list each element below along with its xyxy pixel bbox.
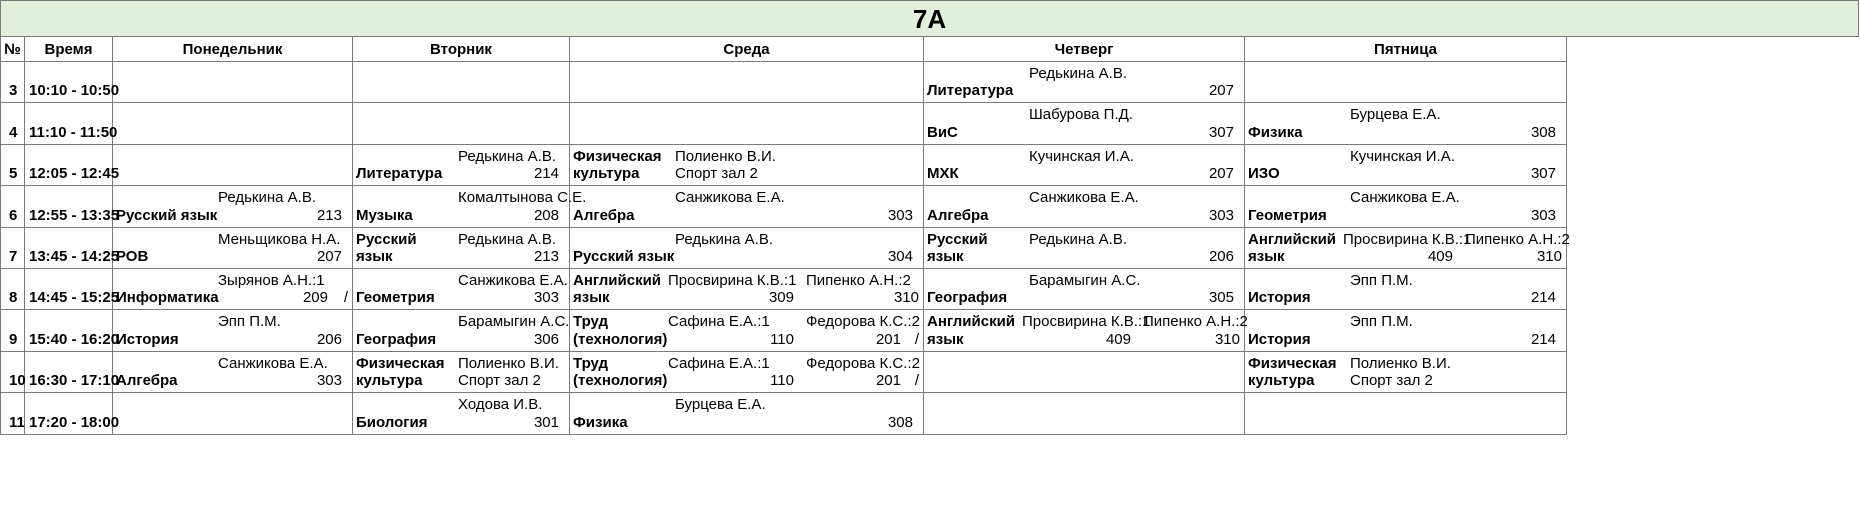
subject-label: (технология) <box>573 330 668 348</box>
lesson-cell-tuesday <box>353 145 570 186</box>
teacher-name: Пипенко А.Н.:2 <box>806 272 911 289</box>
lesson-time-text: 17:20 - 18:00 <box>29 413 120 431</box>
lesson-cell-monday <box>113 352 353 393</box>
room-number: Спорт зал 2 <box>675 165 758 183</box>
lesson-time-text: 12:55 - 13:35 <box>29 206 120 224</box>
lesson-cell-monday <box>113 269 353 310</box>
lesson-time-text: 14:45 - 15:25 <box>29 289 120 307</box>
subject-label: Физическая <box>356 354 445 372</box>
room-number: 213 <box>316 206 342 224</box>
lesson-cell-tuesday <box>353 310 570 351</box>
teacher-name: Эпп П.М. <box>1350 313 1413 331</box>
lesson-number <box>0 145 25 186</box>
lesson-number-text: 11 <box>9 413 25 431</box>
lesson-number <box>0 186 25 227</box>
lesson-cell-thursday <box>924 62 1245 103</box>
lesson-number-text: 4 <box>9 123 18 141</box>
teacher-name: Полиенко В.И. <box>675 147 776 165</box>
subject-label: Физическая <box>573 147 662 165</box>
lesson-cell-wednesday <box>570 186 924 227</box>
lesson-cell-tuesday <box>353 186 587 227</box>
subject-label: язык <box>573 289 610 307</box>
lesson-number <box>0 393 25 434</box>
teacher-name: Редькина А.В. <box>458 230 557 248</box>
lesson-cell-friday <box>1245 310 1567 351</box>
room-number: 305 <box>1208 289 1234 307</box>
room-number: 303 <box>533 289 559 307</box>
subject-label: История <box>116 330 179 348</box>
subject-label: Информатика <box>116 289 219 307</box>
lesson-time <box>25 228 120 269</box>
lesson-cell-monday <box>113 145 353 186</box>
subject-label: Русский <box>927 230 988 248</box>
room-number: 310 <box>893 289 919 307</box>
subject-label: культура <box>1248 372 1315 390</box>
subject-label: ИЗО <box>1248 165 1280 183</box>
lesson-time-text: 16:30 - 17:10 <box>29 372 120 390</box>
teacher-name: Зырянов А.Н.:1 <box>218 272 325 289</box>
class-title: 7А <box>0 0 1859 37</box>
teacher-name: Сафина Е.А.:1 <box>668 354 770 372</box>
lesson-time <box>25 269 120 310</box>
header-tuesday: Вторник <box>353 37 570 62</box>
lesson-time <box>25 393 120 434</box>
subject-label: Труд <box>573 313 609 331</box>
teacher-name: Комалтынова С.Е. <box>458 189 587 207</box>
lesson-cell-friday <box>1245 228 1570 269</box>
lesson-cell-wednesday <box>570 145 924 186</box>
subject-label: Физика <box>573 413 628 431</box>
subject-label: МХК <box>927 165 959 183</box>
lesson-time <box>25 103 118 144</box>
lesson-number-text: 7 <box>9 247 18 265</box>
teacher-name: Сафина Е.А.:1 <box>668 313 770 331</box>
teacher-name: Федорова К.С.:2 <box>806 313 920 331</box>
lesson-time-text: 10:10 - 10:50 <box>29 82 120 100</box>
subject-label: Алгебра <box>927 206 989 224</box>
subject-label: География <box>356 330 437 348</box>
subject-label: Английский <box>573 272 662 289</box>
lesson-cell-wednesday <box>570 310 924 351</box>
lesson-cell-tuesday <box>353 103 570 144</box>
subject-label: Литература <box>927 82 1014 100</box>
lesson-cell-thursday <box>924 103 1245 144</box>
room-number: 214 <box>1530 330 1556 348</box>
lesson-number-text: 9 <box>9 330 18 348</box>
lesson-cell-wednesday <box>570 228 924 269</box>
lesson-cell-thursday <box>924 186 1245 227</box>
room-number: 310 <box>1536 247 1562 265</box>
teacher-name: Редькина А.В. <box>1029 230 1128 248</box>
room-number: 308 <box>887 413 913 431</box>
lesson-time-text: 12:05 - 12:45 <box>29 165 120 183</box>
teacher-name: Кучинская И.А. <box>1350 147 1455 165</box>
room-number: 309 <box>768 289 794 307</box>
lesson-cell-thursday <box>924 393 1245 434</box>
subject-label: Английский <box>927 313 1016 331</box>
room-number: Спорт зал 2 <box>458 372 541 390</box>
room-number: 214 <box>1530 289 1556 307</box>
room-number: 207 <box>316 247 342 265</box>
room-number: 306 <box>533 330 559 348</box>
teacher-name: Санжикова Е.А. <box>1029 189 1139 207</box>
lesson-number <box>0 269 25 310</box>
subject-label: Алгебра <box>116 372 178 390</box>
subject-label: (технология) <box>573 372 668 390</box>
room-number: 301 <box>533 413 559 431</box>
header-thursday: Четверг <box>924 37 1245 62</box>
room-number: 214 <box>533 165 559 183</box>
lesson-cell-wednesday <box>570 393 924 434</box>
room-number: 307 <box>1208 123 1234 141</box>
teacher-name: Федорова К.С.:2 <box>806 354 920 372</box>
room-number: 208 <box>533 206 559 224</box>
lesson-time-text: 15:40 - 16:20 <box>29 330 120 348</box>
lesson-cell-monday <box>113 310 353 351</box>
subject-label: язык <box>927 330 964 348</box>
lesson-number-text: 3 <box>9 82 18 100</box>
room-number: 303 <box>887 206 913 224</box>
lesson-cell-monday <box>113 186 353 227</box>
teacher-name: Редькина А.В. <box>458 147 557 165</box>
teacher-name: Кучинская И.А. <box>1029 147 1134 165</box>
lesson-cell-tuesday <box>353 269 570 310</box>
subject-label: Музыка <box>356 206 413 224</box>
room-number: 303 <box>1530 206 1556 224</box>
lesson-time-text: 13:45 - 14:25 <box>29 247 120 265</box>
lesson-cell-friday <box>1245 186 1567 227</box>
room-number: 303 <box>316 372 342 390</box>
teacher-name: Пипенко А.Н.:2 <box>1465 230 1570 248</box>
room-number: 310 <box>1214 330 1240 348</box>
teacher-name: Меньщикова Н.А. <box>218 230 341 248</box>
lesson-cell-friday <box>1245 393 1567 434</box>
lesson-number-text: 8 <box>9 289 18 307</box>
subject-label: Русский язык <box>116 206 218 224</box>
subject-label: культура <box>573 165 640 183</box>
lesson-cell-thursday <box>924 310 1248 351</box>
subject-label: язык <box>927 247 964 265</box>
teacher-name: Санжикова Е.А. <box>458 272 568 289</box>
lesson-cell-monday <box>113 228 353 269</box>
subject-label: Алгебра <box>573 206 635 224</box>
slash-mark: / <box>914 372 919 390</box>
subject-label: Биология <box>356 413 428 431</box>
lesson-cell-thursday <box>924 269 1245 310</box>
room-number: 201 <box>875 372 901 390</box>
lesson-cell-friday <box>1245 62 1567 103</box>
lesson-cell-tuesday <box>353 228 570 269</box>
teacher-name: Редькина А.В. <box>675 230 774 248</box>
lesson-cell-friday <box>1245 269 1567 310</box>
teacher-name: Барамыгин А.С. <box>1029 272 1141 289</box>
lesson-number <box>0 228 25 269</box>
room-number: 110 <box>770 372 794 390</box>
lesson-cell-wednesday <box>570 352 924 393</box>
header-friday: Пятница <box>1245 37 1567 62</box>
teacher-name: Шабурова П.Д. <box>1029 106 1133 124</box>
teacher-name: Бурцева Е.А. <box>675 396 766 414</box>
lesson-time <box>25 186 120 227</box>
lesson-time <box>25 352 120 393</box>
teacher-name: Эпп П.М. <box>1350 272 1413 289</box>
room-number: 207 <box>1208 165 1234 183</box>
subject-label: Труд <box>573 354 609 372</box>
header-wednesday: Среда <box>570 37 924 62</box>
subject-label: История <box>1248 289 1311 307</box>
room-number: 304 <box>887 247 913 265</box>
room-number: 207 <box>1208 82 1234 100</box>
room-number: 209 <box>302 289 328 307</box>
slash-mark: / <box>914 330 919 348</box>
subject-label: Геометрия <box>1248 206 1327 224</box>
lesson-number <box>0 310 25 351</box>
teacher-name: Просвирина К.В.:1 <box>1343 230 1472 248</box>
lesson-number <box>0 352 25 393</box>
subject-label: культура <box>356 372 423 390</box>
teacher-name: Просвирина К.В.:1 <box>1022 313 1151 331</box>
header-time: Время <box>25 37 113 62</box>
room-number: Спорт зал 2 <box>1350 372 1433 390</box>
subject-label: Русский язык <box>573 247 675 265</box>
subject-label: Физика <box>1248 123 1303 141</box>
subject-label: язык <box>356 247 393 265</box>
lesson-cell-wednesday <box>570 103 924 144</box>
subject-label: язык <box>1248 247 1285 265</box>
lesson-cell-monday <box>113 393 353 434</box>
teacher-name: Пипенко А.Н.:2 <box>1143 313 1248 331</box>
lesson-cell-friday <box>1245 145 1567 186</box>
subject-label: ВиС <box>927 123 958 141</box>
subject-label: Английский <box>1248 230 1337 248</box>
header-monday: Понедельник <box>113 37 353 62</box>
lesson-cell-friday <box>1245 352 1567 393</box>
room-number: 307 <box>1530 165 1556 183</box>
subject-label: РОВ <box>116 247 149 265</box>
teacher-name: Редькина А.В. <box>218 189 317 207</box>
teacher-name: Барамыгин А.С. <box>458 313 570 331</box>
teacher-name: Бурцева Е.А. <box>1350 106 1441 124</box>
lesson-number <box>0 62 25 103</box>
teacher-name: Санжикова Е.А. <box>218 354 328 372</box>
lesson-number-text: 6 <box>9 206 18 224</box>
lesson-number-text: 10 <box>9 372 26 390</box>
lesson-cell-tuesday <box>353 393 570 434</box>
subject-label: Физическая <box>1248 354 1337 372</box>
room-number: 110 <box>770 330 794 348</box>
room-number: 409 <box>1427 247 1453 265</box>
subject-label: Геометрия <box>356 289 435 307</box>
lesson-time <box>25 62 120 103</box>
subject-label: Литература <box>356 165 443 183</box>
room-number: 206 <box>316 330 342 348</box>
lesson-cell-wednesday <box>570 62 924 103</box>
slash-mark: / <box>343 289 348 307</box>
lesson-cell-friday <box>1245 103 1567 144</box>
lesson-time-text: 11:10 - 11:50 <box>29 123 118 141</box>
teacher-name: Ходова И.В. <box>458 396 543 414</box>
subject-label: География <box>927 289 1008 307</box>
teacher-name: Санжикова Е.А. <box>675 189 785 207</box>
lesson-cell-wednesday <box>570 269 924 310</box>
room-number: 206 <box>1208 247 1234 265</box>
subject-label: История <box>1248 330 1311 348</box>
lesson-time <box>25 145 120 186</box>
lesson-number-text: 5 <box>9 165 18 183</box>
lesson-cell-thursday <box>924 145 1245 186</box>
lesson-cell-thursday <box>924 228 1245 269</box>
lesson-cell-monday <box>113 62 353 103</box>
lesson-cell-thursday <box>924 352 1245 393</box>
room-number: 213 <box>533 247 559 265</box>
room-number: 303 <box>1208 206 1234 224</box>
header-number: № <box>0 37 25 62</box>
teacher-name: Просвирина К.В.:1 <box>668 272 797 289</box>
teacher-name: Полиенко В.И. <box>458 354 559 372</box>
teacher-name: Редькина А.В. <box>1029 65 1128 82</box>
lesson-cell-monday <box>113 103 353 144</box>
room-number: 308 <box>1530 123 1556 141</box>
teacher-name: Полиенко В.И. <box>1350 354 1451 372</box>
lesson-time <box>25 310 120 351</box>
teacher-name: Эпп П.М. <box>218 313 281 331</box>
lesson-cell-tuesday <box>353 62 570 103</box>
lesson-number <box>0 103 25 144</box>
room-number: 201 <box>875 330 901 348</box>
teacher-name: Санжикова Е.А. <box>1350 189 1460 207</box>
room-number: 409 <box>1105 330 1131 348</box>
lesson-cell-tuesday <box>353 352 570 393</box>
subject-label: Русский <box>356 230 417 248</box>
